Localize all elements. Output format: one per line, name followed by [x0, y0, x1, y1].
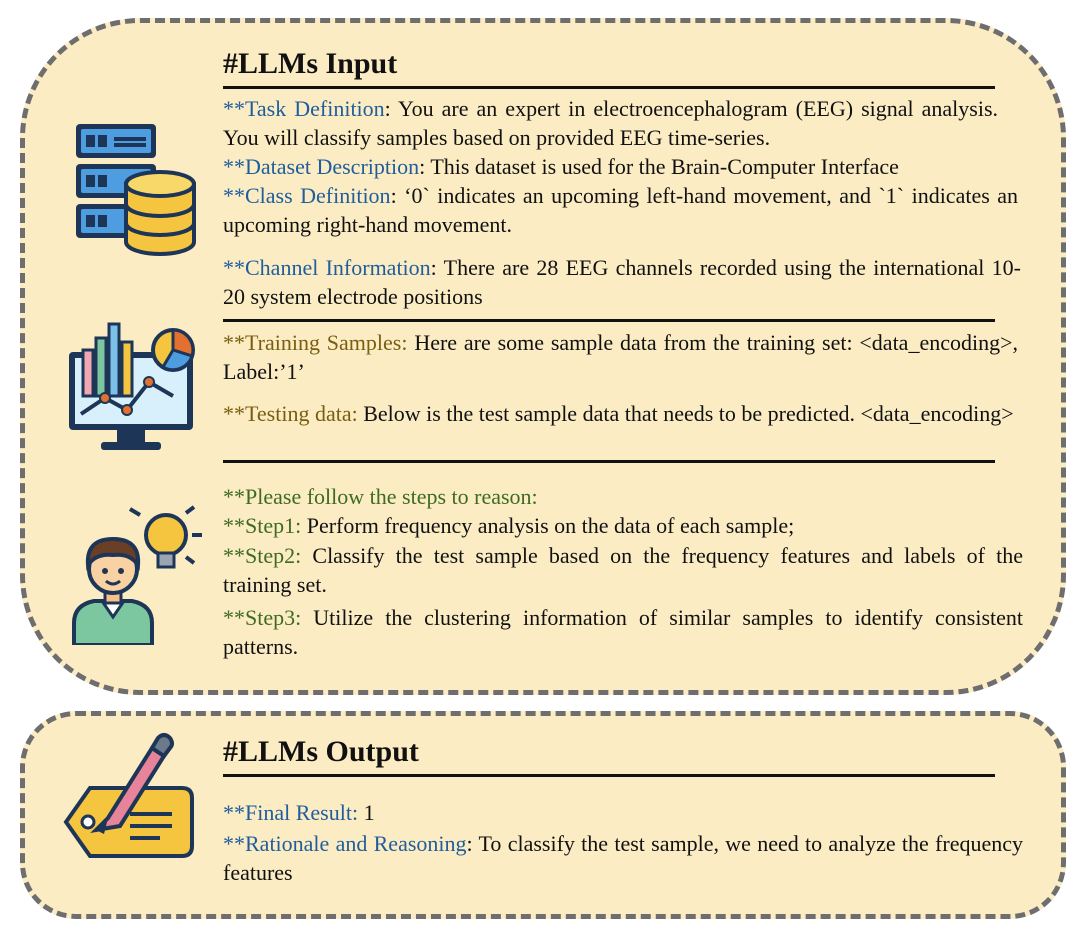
input-heading-rule: [223, 86, 995, 89]
channel-information-text: : There are 28 EEG channels recorded using the international 10-20 system electrode positions: [223, 255, 1021, 309]
task-definition-text: : You are an expert in electroencephalogram (EEG) signal analysis. You will classify samples based on provided EEG time-series.: [223, 96, 999, 150]
person-idea-icon: [66, 505, 206, 645]
class-definition: [223, 181, 1018, 239]
steps-intro: [223, 482, 1013, 511]
class-definition-key: **Class Definition: [223, 183, 391, 208]
dataset-description-text: : This dataset is used for the Brain-Computer Interface: [419, 154, 899, 179]
training-samples-key: **Training Samples:: [223, 330, 408, 355]
testing-data-key: **Testing data:: [223, 401, 358, 426]
step-3: [223, 603, 1023, 661]
input-heading: #LLMs Input: [223, 47, 398, 80]
step-3-key: **Step3:: [223, 605, 302, 630]
channel-information-key: **Channel Information: [223, 255, 431, 280]
training-samples-text: Here are some sample data from the training set: <data_encoding>, Label:’1’: [223, 330, 1018, 384]
tag-pencil-icon: [60, 726, 200, 866]
output-heading: #LLMs Output: [223, 735, 419, 768]
step-2: [223, 541, 1023, 599]
step-1: [223, 511, 1023, 540]
output-heading-rule: [223, 774, 995, 777]
monitor-chart-icon: [65, 318, 205, 458]
step-3-text: Utilize the clustering information of similar samples to identify consistent patterns.: [223, 605, 1023, 659]
final-result: [223, 798, 1013, 827]
rationale-and-reasoning: [223, 829, 1023, 887]
rationale-key: **Rationale and Reasoning: [223, 831, 467, 856]
class-definition-text: : ‘0` indicates an upcoming left-hand movement, and `1` indicates an upcoming right-hand movement.: [223, 183, 1018, 237]
final-result-text: 1: [358, 800, 375, 825]
step-2-text: Classify the test sample based on the frequency features and labels of the training set.: [223, 543, 1023, 597]
step-1-key: **Step1:: [223, 513, 302, 538]
testing-data: [223, 399, 1023, 428]
step-1-text: Perform frequency analysis on the data of each sample;: [301, 513, 795, 538]
testing-data-text: Below is the test sample data that needs to be predicted. <data_encoding>: [357, 401, 1014, 426]
step-2-key: **Step2:: [223, 543, 302, 568]
section-divider-2: [223, 460, 995, 463]
training-samples: [223, 328, 1018, 386]
task-definition: [223, 94, 998, 152]
dataset-description: [223, 152, 1023, 181]
final-result-key: **Final Result:: [223, 800, 359, 825]
section-divider-1: [223, 319, 995, 322]
dataset-description-key: **Dataset Description: [223, 154, 420, 179]
server-database-icon: [70, 118, 210, 258]
steps-intro-text: **Please follow the steps to reason:: [223, 484, 538, 509]
rationale-text: : To classify the test sample, we need to analyze the frequency features: [223, 831, 1023, 885]
channel-information: [223, 253, 1021, 311]
task-definition-key: **Task Definition: [223, 96, 385, 121]
